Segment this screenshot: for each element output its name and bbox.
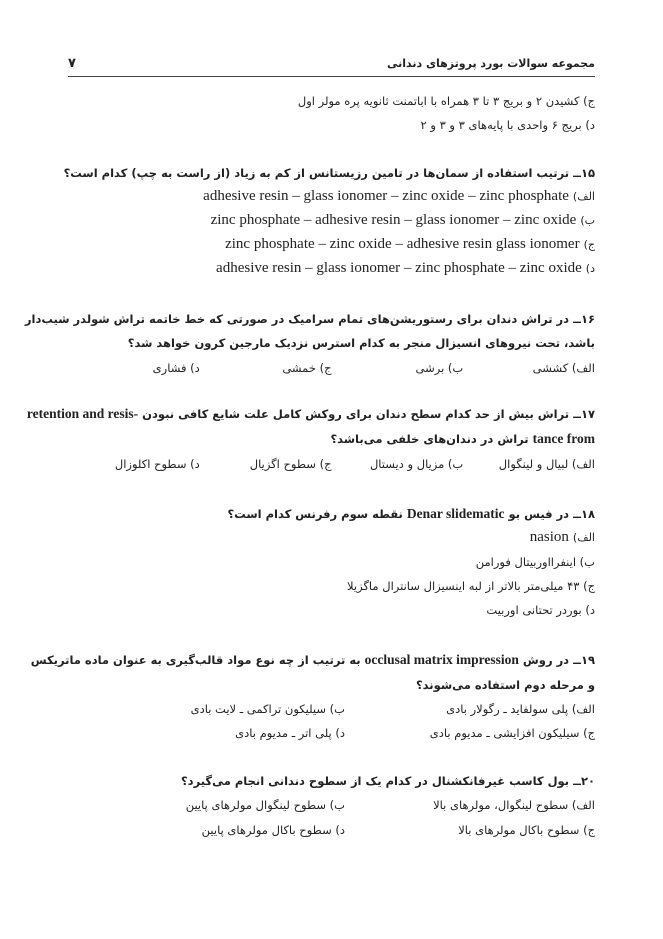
q19-line1-en: occlusal matrix impression (364, 652, 519, 667)
q15-option-b-label: ب) (580, 214, 595, 227)
q16-question-line2: باشد، تحت نیروهای انسیزال منجر به کدام استرس نزدیک مارجین کرون خواهد شد؟ (127, 336, 595, 350)
q16-option-b: ب) برشی (415, 361, 464, 375)
q18-option-a-label: الف) (572, 531, 595, 544)
q17-line1-fa: ۱۷ــ تراش بیش از حد کدام سطح دندان برای روکش کامل علت شایع کافی نبودن (142, 407, 595, 421)
q16-option-c: ج) خمشی (282, 361, 332, 375)
q19-question-line2: و مرحله دوم استفاده می‌شوند؟ (415, 678, 595, 692)
q18-question-pre: ۱۸ــ در فیس بو (508, 507, 595, 521)
q17-line2-en: tance from (532, 431, 595, 446)
q19-option-c: ج) سیلیکون افزایشی ـ مدیوم بادی (429, 726, 595, 740)
prev-option-c: ج) کشیدن ۲ و بریج ۳ تا ۳ همراه با اباتمنت ثانویه پره مولر اول (297, 94, 595, 108)
q16-option-a: الف) کششی (532, 361, 595, 375)
q17-line1-en: retention and resis- (26, 406, 139, 421)
q19-option-d: د) پلی اتر ـ مدیوم بادی (235, 726, 345, 740)
q18-option-b: ب) اینفرااوربیتال فورامن (475, 555, 595, 569)
q17-option-a: الف) لبیال و لینگوال (498, 457, 595, 471)
q15-option-d (68, 257, 595, 279)
header-title: مجموعه سوالات بورد پروتزهای دندانی (386, 56, 595, 70)
q15-option-d-label: د) (585, 262, 595, 275)
q15-option-a-label: الف) (572, 190, 595, 203)
q20-option-d: د) سطوح باکال مولرهای پایین (201, 823, 345, 837)
page-header (68, 50, 595, 77)
q18-option-c: ج) ۴۳ میلی‌متر بالاتر از لبه اینسیزال سانترال ماگزیلا (347, 579, 595, 593)
q15-option-b-text: zinc phosphate – adhesive resin – glass ionomer – zinc oxide (210, 212, 577, 228)
q17-option-b: ب) مزیال و دیستال (369, 457, 464, 471)
q19-line1-post: به ترتیب از چه نوع مواد قالب‌گیری به عنوان ماده ماتریکس (30, 653, 361, 667)
q16-options (68, 357, 595, 379)
q15-option-b (68, 209, 595, 231)
page-number: ۷ (68, 55, 76, 71)
prev-option-d: د) بریج ۶ واحدی با پایه‌های ۳ و ۳ و ۲ (420, 118, 595, 132)
q15-option-c (68, 233, 595, 255)
q20-option-c: ج) سطوح باکال مولرهای بالا (458, 823, 595, 837)
q16-question-line1: ۱۶ــ در تراش دندان برای رستوریشن‌های تمام سرامیک در صورتی که خط خاتمه تراش شولدر شیب‌دار (24, 312, 595, 326)
q19-question-line1 (30, 649, 595, 671)
q17-option-d: د) سطوح اکلوزال (114, 457, 200, 471)
q18-option-a (68, 526, 595, 548)
q15-option-c-text: zinc phosphate – zinc oxide – adhesive resin glass ionomer (225, 236, 580, 252)
q19-line1-pre: ۱۹ــ در روش (522, 653, 595, 667)
q18-option-a-text: nasion (529, 529, 569, 545)
q19-options-row2 (68, 722, 595, 744)
q20-question: ۲۰ــ بول کاسب غیرفانکشنال در کدام یک از سطوح دندانی انجام می‌گیرد؟ (181, 774, 595, 788)
q15-question: ۱۵ــ ترتیب استفاده از سمان‌ها در تامین رزیستانس از کم به زیاد (از راست به چپ) کدام است؟ (63, 166, 595, 180)
q19-option-b: ب) سیلیکون تراکمی ـ لایت بادی (190, 702, 345, 716)
q15-option-a (68, 185, 595, 207)
q17-line2-fa: تراش در دندان‌های خلفی می‌باشد؟ (330, 432, 529, 446)
q20-option-a: الف) سطوح لینگوال، مولرهای بالا (433, 798, 595, 812)
q20-options-row1 (68, 794, 595, 816)
q18-question (68, 503, 595, 525)
q17-question-line2 (68, 428, 595, 450)
q20-options-row2 (68, 819, 595, 841)
q16-option-d: د) فشاری (152, 361, 200, 375)
q15-option-c-label: ج) (583, 238, 595, 251)
q17-question-line1 (26, 403, 595, 425)
q20-option-b: ب) سطوح لینگوال مولرهای پایین (185, 798, 345, 812)
q18-question-en: Denar slidematic (406, 506, 505, 521)
q19-options-row1 (68, 698, 595, 720)
q19-option-a: الف) پلی سولفاید ـ رگولار بادی (446, 702, 595, 716)
q18-question-post: نقطه سوم رفرنس کدام است؟ (227, 507, 403, 521)
q18-option-d: د) بوردر تحتانی اوربیت (486, 603, 595, 617)
q15-option-d-text: adhesive resin – glass ionomer – zinc phosphate – zinc oxide (216, 260, 582, 276)
q15-option-a-text: adhesive resin – glass ionomer – zinc oxide – zinc phosphate (203, 188, 569, 204)
q17-options (68, 453, 595, 475)
q17-option-c: ج) سطوح اگزیال (249, 457, 332, 471)
